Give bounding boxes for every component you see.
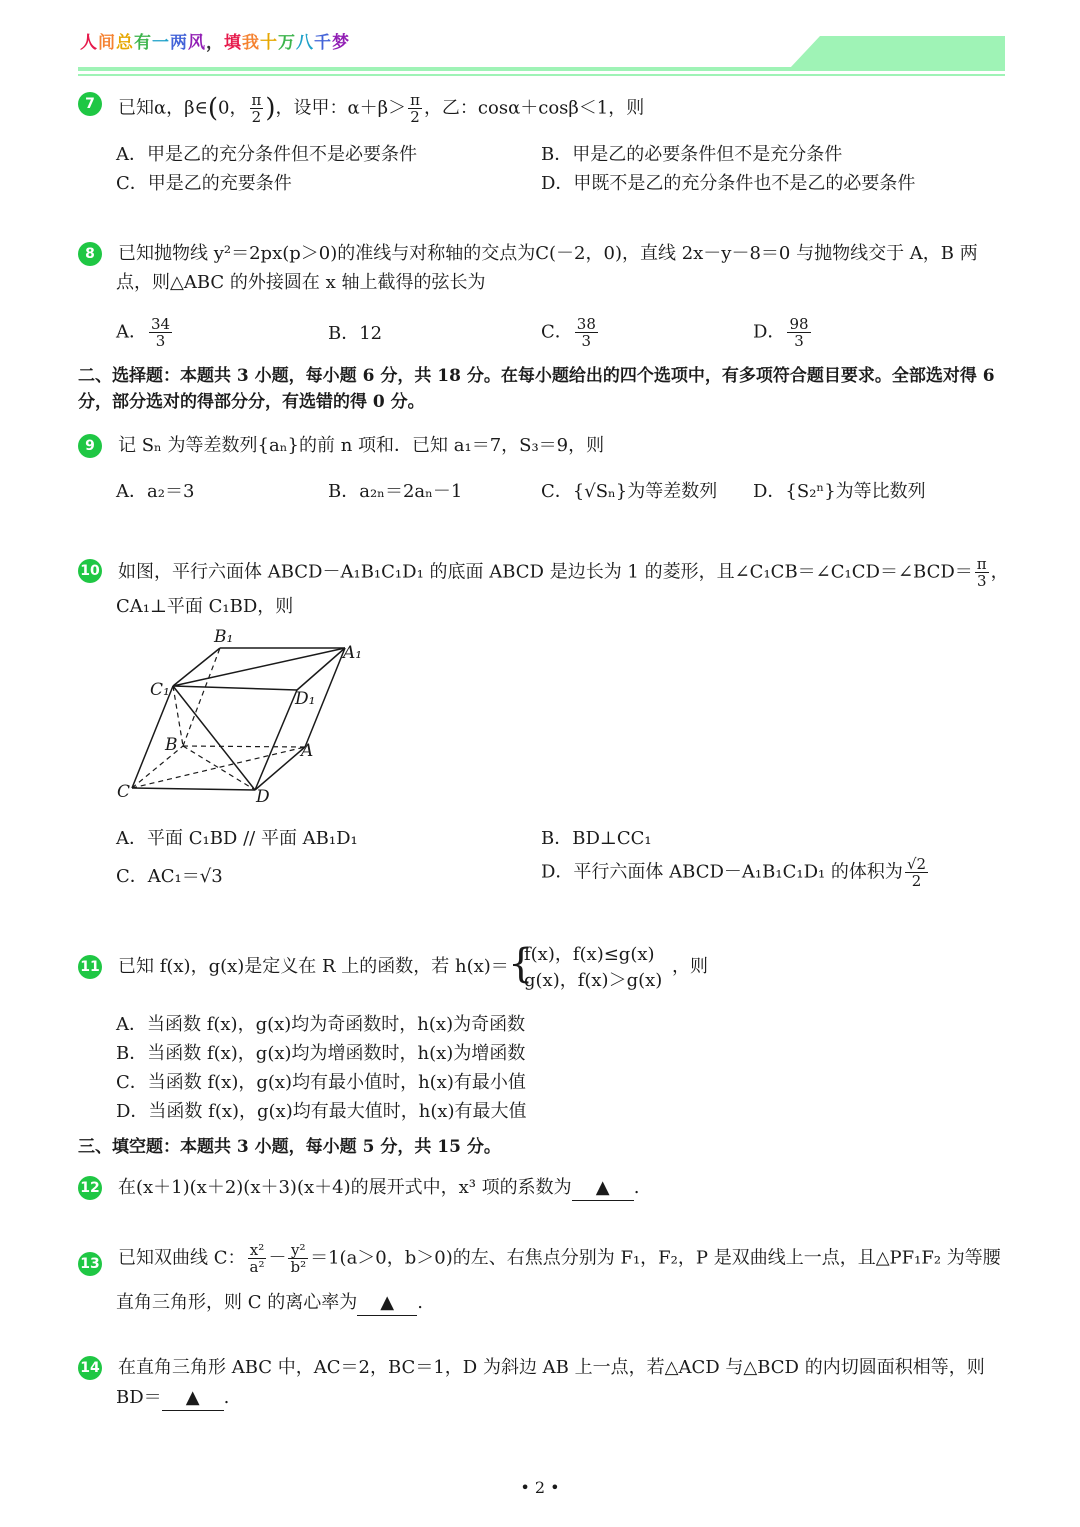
vertex-label-c: C	[117, 782, 131, 802]
option-b: B．当函数 f(x)，g(x)均为增函数时，h(x)为增函数	[116, 1043, 526, 1064]
header-rule	[78, 67, 1005, 71]
edge-dd1	[255, 690, 297, 790]
option-a: A．当函数 f(x)，g(x)均为奇函数时，h(x)为奇函数	[116, 1014, 526, 1035]
option-c: C．当函数 f(x)，g(x)均有最小值时，h(x)有最小值	[116, 1072, 526, 1093]
edge-c1d1	[173, 686, 297, 690]
option-label: A．	[116, 321, 147, 343]
question-number-badge: 11	[78, 955, 102, 979]
q7-stem	[118, 92, 644, 125]
vertex-label-a1: A₁	[343, 643, 363, 663]
minus-sign: －	[268, 1247, 287, 1269]
option-c: C．{√Sₙ}为等差数列	[541, 481, 718, 502]
option-d: D．甲既不是乙的充分条件也不是乙的必要条件	[541, 173, 916, 194]
numerator: y²	[288, 1242, 308, 1259]
q9-stem: 记 Sₙ 为等差数列{aₙ}的前 n 项和．已知 a₁＝7，S₃＝9，则	[118, 435, 605, 456]
slogan-char: ，	[206, 33, 224, 53]
fraction	[905, 856, 928, 889]
fraction	[288, 1242, 308, 1275]
denominator: 2	[251, 108, 262, 126]
q13-stem-post: ＝1(a＞0，b＞0)的左、右焦点分别为 F₁，F₂，P 是双曲线上一点，且△PF₁F₂ 为等腰	[310, 1247, 1001, 1269]
edge-cd	[132, 788, 255, 790]
edge-da	[255, 747, 305, 790]
q7-stem-mid2: ，设甲：α＋β＞	[275, 97, 407, 119]
piecewise-case-2: g(x)，f(x)＞g(x)	[524, 970, 663, 991]
brace-icon: {	[508, 941, 534, 987]
slogan-char: 八	[296, 33, 314, 53]
denominator: 3	[581, 332, 592, 350]
numerator: 38	[576, 315, 596, 333]
option-d	[541, 856, 930, 889]
fraction	[975, 556, 989, 589]
q13-stem-line1	[118, 1242, 1001, 1275]
piecewise-case-1: f(x)，f(x)≤g(x)	[524, 944, 655, 965]
option-d-text: D．平行六面体 ABCD－A₁B₁C₁D₁ 的体积为	[541, 861, 903, 883]
q7-stem-mid1: 0，	[218, 97, 248, 119]
denominator: 2	[410, 108, 420, 126]
denominator: a²	[249, 1258, 265, 1276]
option-a: A．a₂＝3	[116, 481, 195, 502]
question-number-badge: 7	[78, 92, 102, 116]
vertex-label-d: D	[256, 787, 270, 807]
header-banner	[0, 0, 1080, 90]
q10-stem-line1	[118, 556, 1009, 589]
section-heading: 三、填空题：本题共 3 小题，每小题 5 分，共 15 分。	[78, 1137, 501, 1157]
slogan-char: 间	[98, 33, 116, 53]
answer-blank: ▲	[162, 1386, 224, 1411]
parallelepiped-figure	[100, 620, 380, 815]
option-label: D．	[753, 321, 786, 343]
fraction	[787, 316, 810, 349]
option-a: A．平面 C₁BD // 平面 AB₁D₁	[116, 828, 358, 849]
option-d	[753, 316, 813, 349]
slogan-char: 有	[134, 33, 152, 53]
q10-stem-pre: 如图，平行六面体 ABCD－A₁B₁C₁D₁ 的底面 ABCD 是边长为 1 的菱形，且∠C₁CB＝∠C₁CD＝∠BCD＝	[118, 561, 973, 583]
answer-blank: ▲	[572, 1176, 634, 1201]
q11-stem-pre: 已知 f(x)，g(x)是定义在 R 上的函数，若 h(x)＝	[118, 956, 509, 977]
q13-stem-pre: 已知双曲线 C：	[118, 1247, 246, 1269]
option-c	[541, 316, 600, 349]
fraction	[149, 316, 172, 349]
header-rule-thin	[78, 74, 1005, 76]
option-b: B．a₂ₙ＝2aₙ－1	[328, 481, 463, 502]
denominator: b²	[290, 1258, 307, 1276]
denominator: 3	[976, 572, 987, 590]
numerator: π	[410, 91, 420, 109]
q14-stem-line2-text: BD＝	[116, 1387, 162, 1408]
option-label: C．	[541, 321, 573, 343]
vertex-label-b1: B₁	[214, 627, 234, 647]
slogan-char: 十	[260, 33, 278, 53]
q13-stem-line2-text: 直角三角形，则 C 的离心率为	[116, 1292, 358, 1313]
slogan-char: 两	[170, 33, 188, 53]
denominator: 3	[794, 332, 804, 350]
denominator: 3	[155, 332, 166, 350]
numerator: x²	[248, 1242, 267, 1259]
q12-stem-text: 在(x＋1)(x＋2)(x＋3)(x＋4)的展开式中，x³ 项的系数为	[118, 1177, 572, 1198]
question-number-badge: 13	[78, 1252, 102, 1276]
section-heading: 二、选择题：本题共 3 小题，每小题 6 分，共 18 分。在每小题给出的四个选项中，有多项符合题目要求。全部选对得 6 分，部分选对的得部分分，有选错的得 0 分。	[78, 366, 995, 412]
slogan-char: 万	[278, 33, 296, 53]
numerator: π	[251, 91, 262, 109]
numerator: 98	[789, 315, 809, 333]
q8-stem-line2: 点，则△ABC 的外接圆在 x 轴上截得的弦长为	[116, 272, 486, 293]
fraction	[250, 92, 264, 125]
vertex-label-a: A	[301, 741, 314, 761]
hidden-edge-bd	[183, 746, 255, 790]
slogan-char: 风	[188, 33, 206, 53]
vertex-label-c1: C₁	[150, 680, 170, 700]
fraction	[248, 1242, 267, 1275]
option-b: B．BD⊥CC₁	[541, 828, 652, 849]
q10-stem-line2: CA₁⊥平面 C₁BD，则	[116, 596, 294, 617]
option-d: D．{S₂ⁿ}为等比数列	[753, 481, 926, 502]
numerator: 34	[151, 315, 171, 333]
page-number: • 2 •	[520, 1478, 560, 1497]
vertex-label-b: B	[165, 735, 178, 755]
option-a: A．甲是乙的充分条件但不是必要条件	[116, 144, 417, 165]
question-number-badge: 14	[78, 1356, 102, 1380]
q14-stem-line1: 在直角三角形 ABC 中，AC＝2，BC＝1，D 为斜边 AB 上一点，若△ACD 与△BCD 的内切圆面积相等，则	[118, 1357, 985, 1378]
option-b: B．甲是乙的必要条件但不是充分条件	[541, 144, 843, 165]
edge-a1d1	[297, 648, 345, 690]
answer-blank: ▲	[357, 1291, 417, 1316]
denominator: 2	[911, 872, 922, 890]
question-number-badge: 12	[78, 1176, 102, 1200]
option-c: C．甲是乙的充要条件	[116, 173, 292, 194]
q12-stem	[118, 1176, 639, 1201]
hidden-edge-ba	[183, 746, 305, 747]
option-c: C．AC₁＝√3	[116, 866, 223, 887]
slogan-char: 填	[224, 33, 242, 53]
numerator: π	[976, 555, 987, 573]
q14-stem-line2	[116, 1386, 229, 1411]
slogan-char: 一	[152, 33, 170, 53]
sentence-end: .	[633, 1177, 640, 1198]
sentence-end: .	[417, 1292, 423, 1313]
q11-stem-post: ，则	[672, 956, 708, 977]
slogan-char: 梦	[332, 33, 350, 53]
q7-stem-post: ，乙：cosα＋cosβ＜1，则	[423, 97, 645, 119]
option-a	[116, 316, 174, 349]
q7-stem-pre: 已知α，β∈	[118, 97, 208, 119]
question-number-badge: 10	[78, 559, 102, 583]
q10-stem-post: ，	[990, 561, 1009, 583]
fraction	[408, 92, 422, 125]
slogan-char: 我	[242, 33, 260, 53]
hidden-diagonal-ca	[132, 747, 305, 788]
paren-left: (	[207, 93, 219, 124]
edge-c1d	[173, 686, 255, 790]
slogan-char: 千	[314, 33, 332, 53]
sentence-end: .	[223, 1387, 230, 1408]
vertex-label-d1: D₁	[295, 689, 316, 709]
slogan-char: 总	[116, 33, 134, 53]
diagonal-c1a1	[173, 648, 345, 686]
numerator: √2	[906, 855, 927, 873]
question-number-badge: 8	[78, 242, 102, 266]
paren-right: )	[265, 93, 276, 124]
fraction	[575, 316, 598, 349]
q13-stem-line2	[116, 1291, 423, 1316]
question-number-badge: 9	[78, 434, 102, 458]
option-d: D．当函数 f(x)，g(x)均有最大值时，h(x)有最大值	[116, 1101, 527, 1122]
header-banner-shape	[790, 36, 1005, 68]
option-b: B．12	[328, 323, 383, 344]
q8-stem-line1: 已知抛物线 y²＝2px(p＞0)的准线与对称轴的交点为C(－2，0)，直线 2x－y－8＝0 与抛物线交于 A，B 两	[118, 243, 978, 264]
slogan-char: 人	[80, 33, 98, 53]
